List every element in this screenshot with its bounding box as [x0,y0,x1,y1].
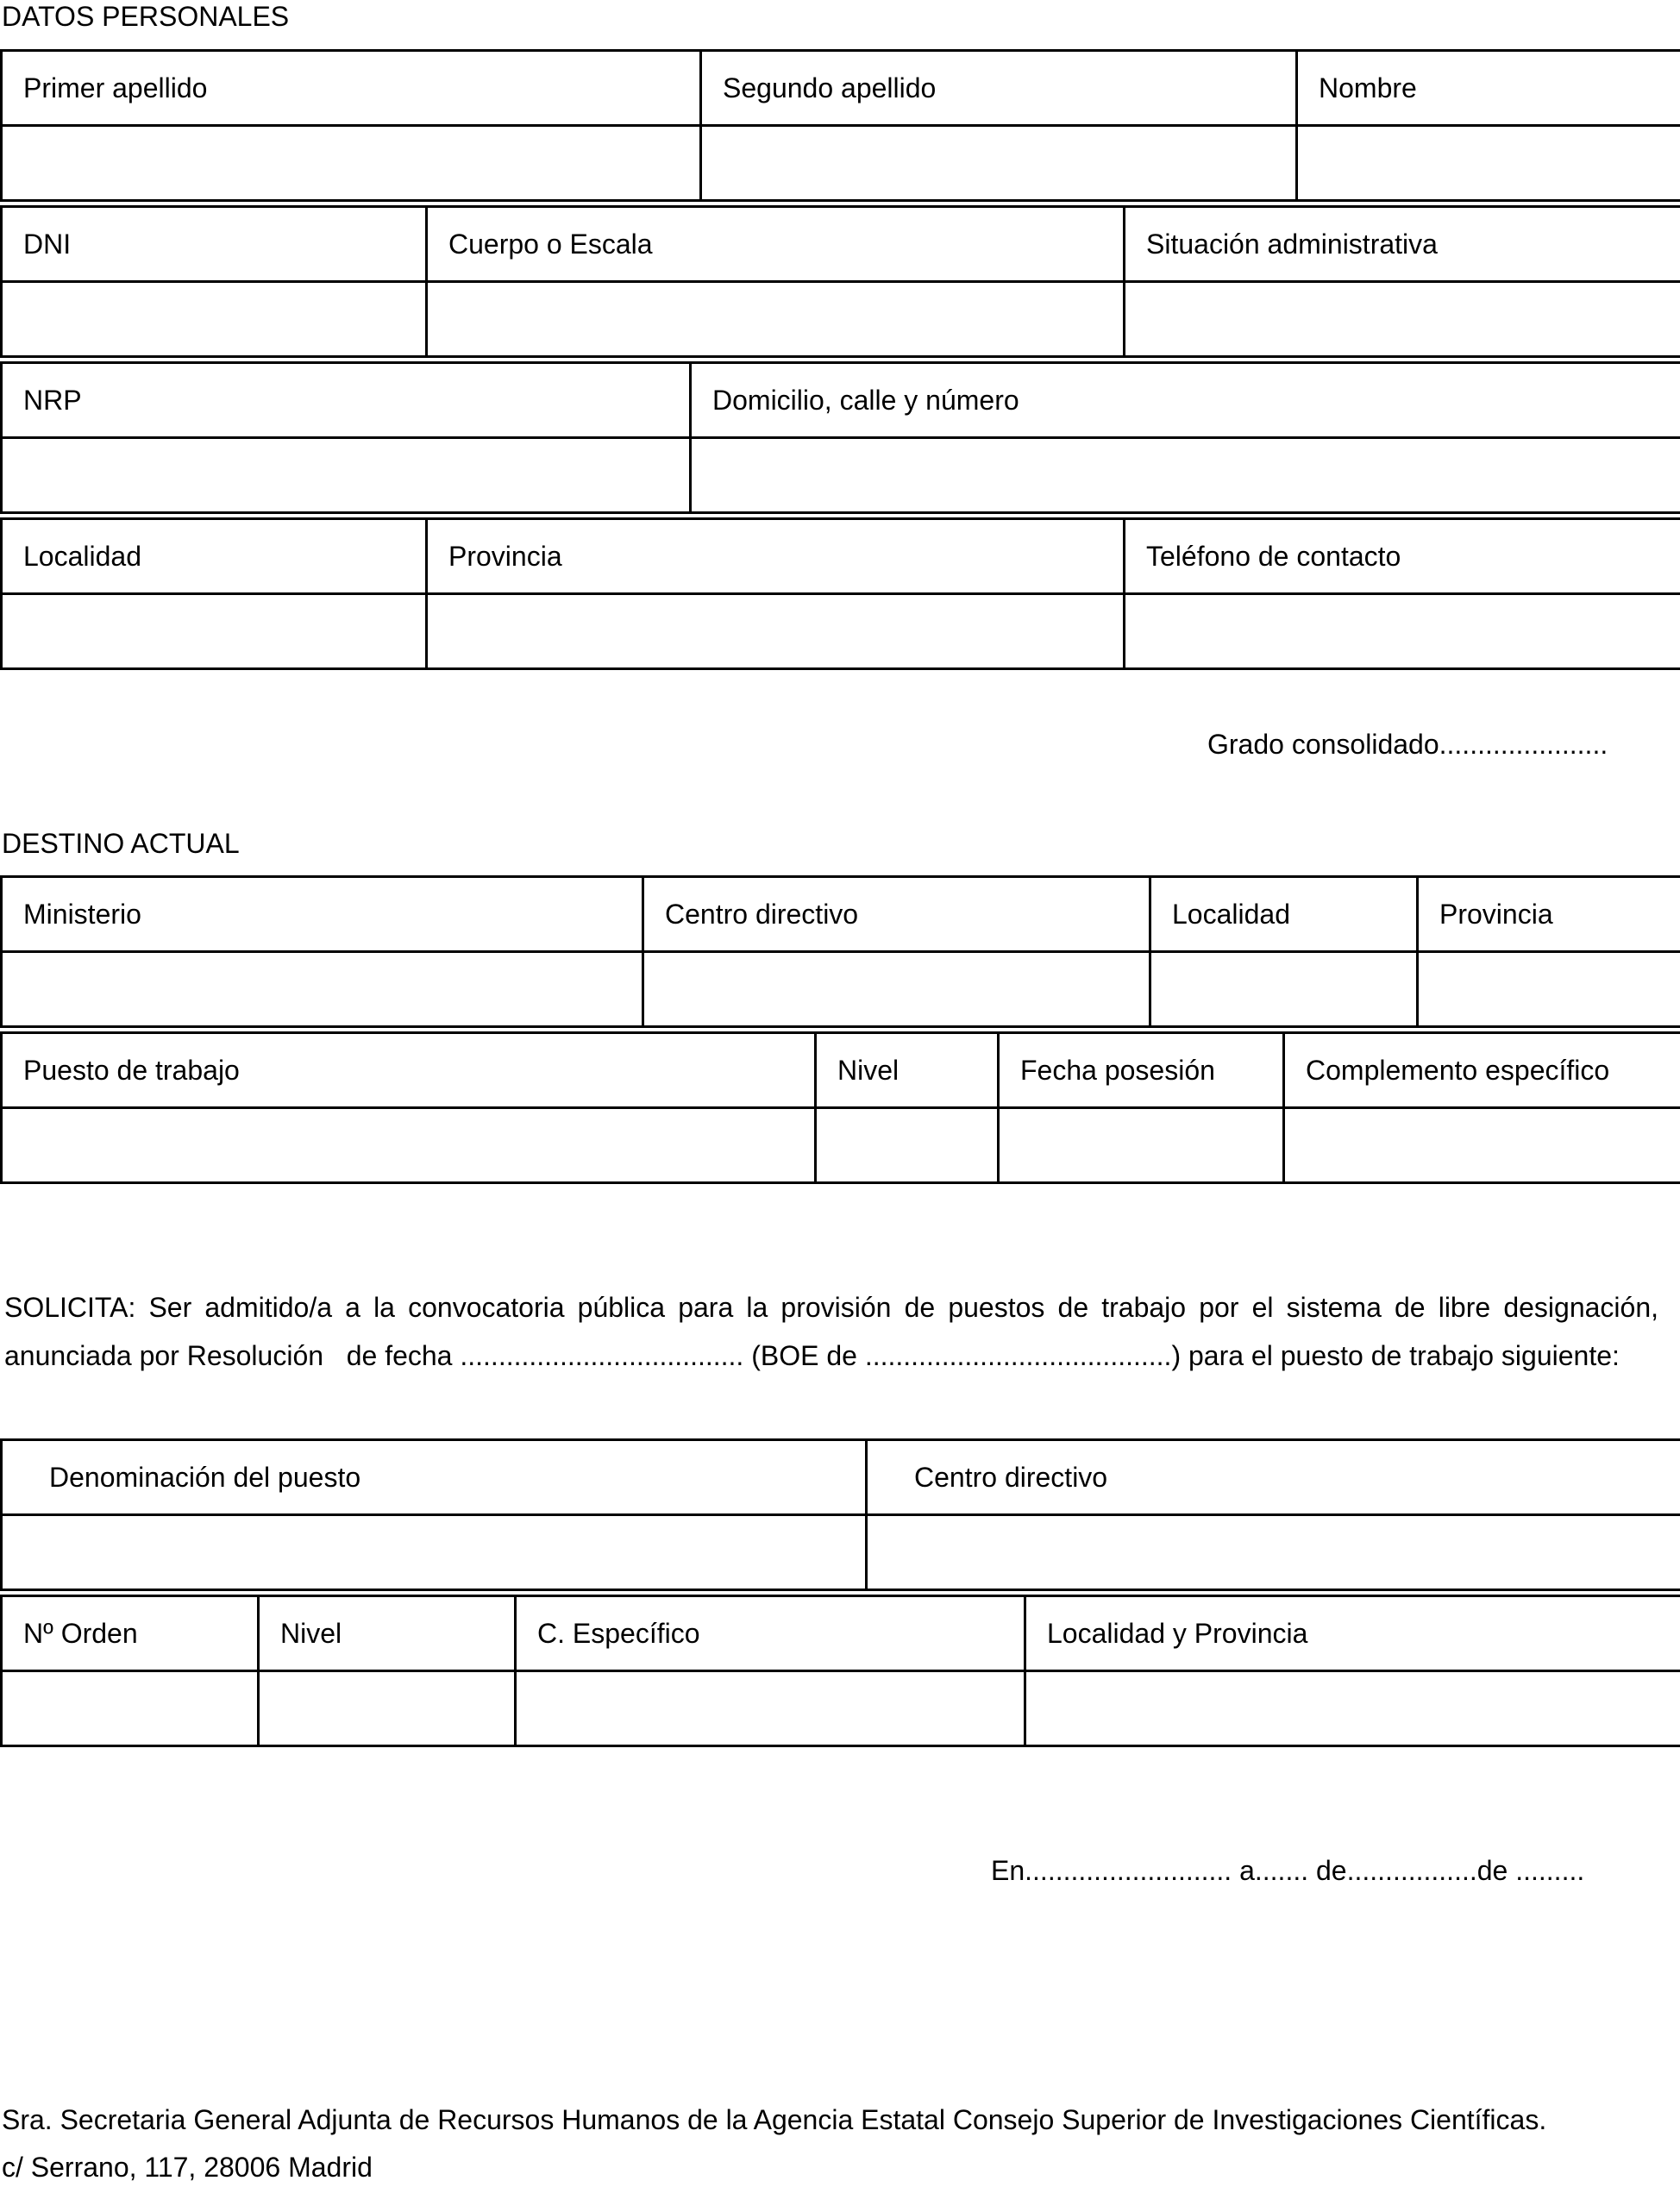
field-complemento-especifico[interactable] [1284,1108,1680,1183]
field-cuerpo-escala[interactable] [427,282,1125,357]
field-nrp[interactable] [2,438,691,513]
destinatario-line-2: c/ Serrano, 117, 28006 Madrid [2,2152,373,2183]
field-c-especifico[interactable] [516,1671,1025,1746]
field-telefono[interactable] [1125,594,1680,669]
field-nombre[interactable] [1297,126,1680,201]
fecha-lugar: En........................... a....... de.................de ......... [991,1855,1585,1886]
label-dni: DNI [2,207,427,282]
label-primer-apellido: Primer apellido [2,51,701,126]
label-nombre: Nombre [1297,51,1680,126]
section-title-datos-personales: DATOS PERSONALES [2,1,290,32]
solicita-paragraph [4,1283,1658,1380]
grado-consolidado: Grado consolidado...................... [1207,729,1608,760]
field-situacion-administrativa[interactable] [1125,282,1680,357]
table-puesto-solicitado-2 [0,1595,1680,1747]
field-domicilio[interactable] [691,438,1680,513]
field-provincia-destino[interactable] [1418,952,1680,1027]
label-puesto-trabajo: Puesto de trabajo [2,1033,816,1108]
label-nrp: NRP [2,363,691,438]
table-puesto-solicitado [0,1438,1680,1591]
field-nivel[interactable] [816,1108,999,1183]
field-ministerio[interactable] [2,952,643,1027]
table-datos-personales-4 [0,517,1680,670]
label-localidad: Localidad [2,519,427,594]
field-dni[interactable] [2,282,427,357]
field-localidad-destino[interactable] [1150,952,1418,1027]
label-domicilio: Domicilio, calle y número [691,363,1680,438]
table-destino-actual [0,875,1680,1028]
field-puesto-trabajo[interactable] [2,1108,816,1183]
label-provincia: Provincia [427,519,1125,594]
field-denominacion-puesto[interactable] [2,1515,867,1590]
field-n-orden[interactable] [2,1671,259,1746]
label-denominacion-puesto: Denominación del puesto [2,1440,867,1515]
field-segundo-apellido[interactable] [701,126,1297,201]
field-nivel-solicitado[interactable] [259,1671,516,1746]
table-datos-personales [0,49,1680,202]
label-nivel: Nivel [816,1033,999,1108]
label-segundo-apellido: Segundo apellido [701,51,1297,126]
field-fecha-posesion[interactable] [999,1108,1284,1183]
table-datos-personales-3 [0,361,1680,514]
field-provincia[interactable] [427,594,1125,669]
solicita-line-1: SOLICITA: Ser admitido/a a la convocatoria pública para la provisión de puestos de trabajo por el sistema de libre designación, [4,1292,1658,1323]
label-centro-directivo: Centro directivo [643,877,1150,952]
section-title-destino-actual: DESTINO ACTUAL [2,828,240,859]
field-centro-directivo[interactable] [643,952,1150,1027]
label-c-especifico: C. Específico [516,1596,1025,1671]
label-situacion-administrativa: Situación administrativa [1125,207,1680,282]
label-ministerio: Ministerio [2,877,643,952]
field-centro-directivo-solicitado[interactable] [867,1515,1680,1590]
solicita-line-2: anunciada por Resolución de fecha ..................................... (BOE de ........................................) para el puesto de trabajo siguiente: [4,1340,1620,1371]
destinatario-line-1: Sra. Secretaria General Adjunta de Recursos Humanos de la Agencia Estatal Consejo Superior de Investigaciones Científicas. [2,2104,1547,2135]
label-nivel-solicitado: Nivel [259,1596,516,1671]
field-primer-apellido[interactable] [2,126,701,201]
field-localidad-provincia[interactable] [1025,1671,1680,1746]
label-centro-directivo-solicitado: Centro directivo [867,1440,1680,1515]
table-destino-actual-2 [0,1031,1680,1184]
field-localidad[interactable] [2,594,427,669]
label-cuerpo-escala: Cuerpo o Escala [427,207,1125,282]
label-localidad-provincia: Localidad y Provincia [1025,1596,1680,1671]
label-provincia-destino: Provincia [1418,877,1680,952]
table-datos-personales-2 [0,205,1680,358]
label-fecha-posesion: Fecha posesión [999,1033,1284,1108]
label-n-orden: Nº Orden [2,1596,259,1671]
label-localidad-destino: Localidad [1150,877,1418,952]
label-complemento-especifico: Complemento específico [1284,1033,1680,1108]
label-telefono: Teléfono de contacto [1125,519,1680,594]
